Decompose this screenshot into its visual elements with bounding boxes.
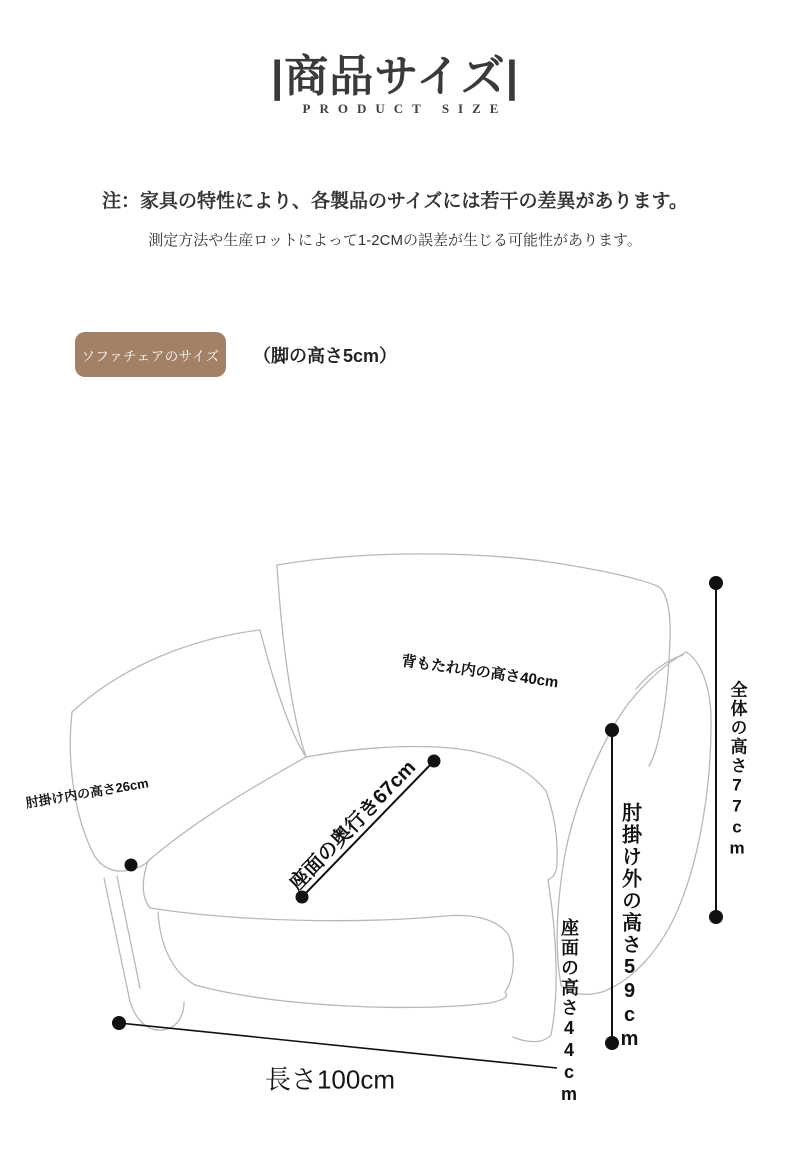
dim-overall-height-label: 全体の高さ77cm (727, 680, 747, 860)
overall-height-top-dot (709, 576, 723, 590)
arm-inner-dot (125, 859, 138, 872)
seat-depth-line (303, 762, 433, 896)
variant-badge-label: ソファチェアのサイズ (81, 348, 220, 364)
dim-back-inner-height-label: 背もたれ内の高さ40cm (400, 652, 560, 692)
overall-height-bottom-dot (709, 910, 723, 924)
page-subtitle: PRODUCT SIZE (302, 101, 508, 116)
dim-seat-depth-label: 座面の奥行き67cm (285, 756, 421, 895)
leg-height-note: （脚の高さ5cm） (253, 346, 398, 366)
arm-outer-top-dot (605, 723, 619, 737)
dim-length-label: 長さ100cm (264, 1064, 396, 1095)
size-disclaimer-line1: 注：家具の特性により、各製品のサイズには若干の差異があります。 (102, 191, 688, 212)
dim-seat-height-label: 座面の高さ44cm (559, 918, 579, 1106)
seat-depth-top-dot (428, 755, 441, 768)
dim-arm-inner-height-label: 肘掛け内の高さ26cm (24, 775, 150, 811)
length-left-dot (112, 1016, 126, 1030)
size-disclaimer-line2: 測定方法や生産ロットによって1-2CMの誤差が生じる可能性があります。 (148, 232, 642, 249)
dim-arm-outer-height-label: 肘掛け外の高さ59cm (618, 802, 641, 1052)
page-title: |商品サイズ| (270, 52, 520, 101)
